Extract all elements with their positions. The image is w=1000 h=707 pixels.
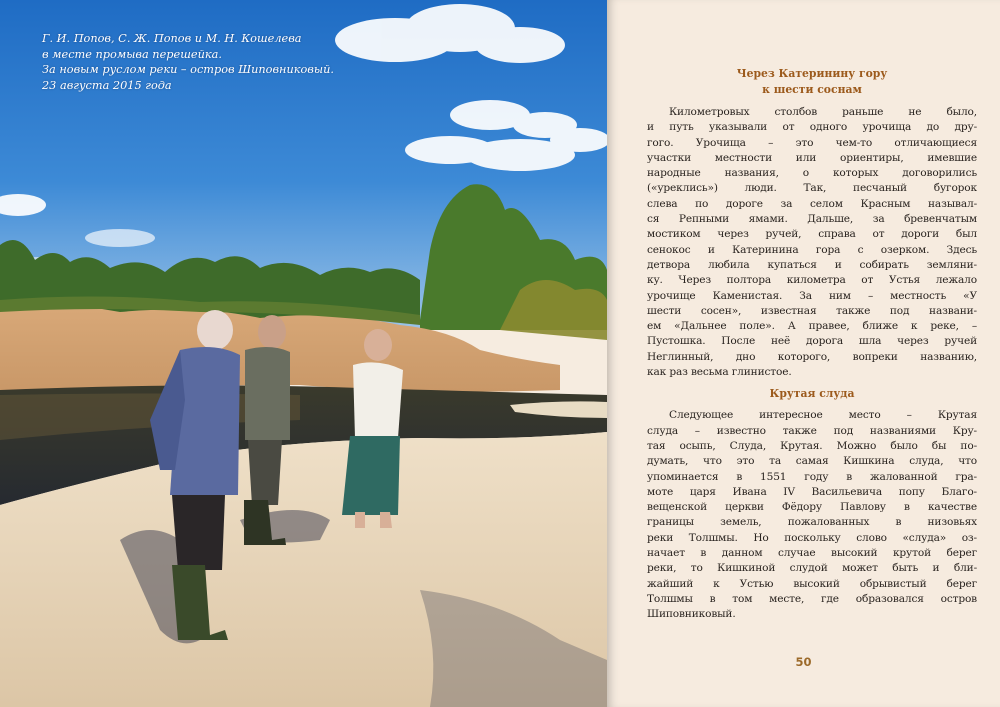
heading-line: Через Катеринину гору	[736, 67, 888, 80]
text-line: тая осыпь, Слуда, Крутая. Можно было бы по-	[647, 439, 977, 452]
section-heading-krutaya-sluda: Крутая слуда	[769, 387, 855, 401]
text-line: народные названия, о которых договорились	[647, 167, 977, 180]
text-line: Следующее интересное место – Крутая	[669, 409, 977, 422]
text-line: ем «Дальнее поле». А правее, ближе к реке, –	[647, 320, 977, 333]
text-line: моте царя Ивана IV Васильевича попу Благо-	[647, 485, 977, 498]
text-line: Километровых столбов раньше не было,	[669, 106, 977, 118]
text-line: мостиком через ручей, справа от дороги был	[647, 228, 977, 241]
heading-line: к шести соснам	[762, 83, 862, 96]
caption-line: Г. И. Попов, С. Ж. Попов и М. Н. Кошелева	[42, 32, 302, 45]
text-line: Пустошка. После неё дорога шла через ручей	[647, 335, 977, 348]
text-line: урочище Каменистая. За ним – местность «У	[647, 289, 977, 302]
text-line: участки местности или ориентиры, имевшие	[647, 151, 977, 164]
section-heading-kateriniina-gora	[647, 66, 977, 98]
text-line: Толшмы в том месте, где образовался остров	[647, 592, 977, 605]
text-line: упоминается в 1551 году в жалованной гра-	[647, 470, 977, 483]
text-line: границы земель, пожалованных в низовьях	[647, 516, 977, 529]
text-line: реки Толшмы. Но поскольку слово «слуда» оз-	[647, 531, 977, 544]
text-column	[647, 66, 977, 623]
text-line: реки, то Кишкиной слудой может быть и бли-	[647, 562, 977, 575]
paragraph-kilometer-posts	[647, 105, 977, 380]
caption-line: в месте промыва перешейка.	[42, 47, 222, 61]
text-line: сенокос и Катеринина гора с озерком. Здесь	[647, 243, 977, 256]
text-line: Неглинный, дно которого, вопреки названию,	[647, 350, 977, 363]
text-line: ку. Через полтора километра от Устья лежало	[647, 274, 977, 287]
paragraph-krutaya-sluda	[647, 408, 977, 622]
text-line: детвора любила купаться и собирать земляни-	[647, 258, 977, 271]
text-line: и путь указывали от одного урочища до дру-	[647, 121, 977, 134]
page-number: 50	[795, 655, 812, 669]
text-line: как раз весьма глинистое.	[647, 366, 792, 379]
text-line: гого. Урочища – это чем-то отличающиеся	[647, 136, 977, 149]
text-line: шести сосен», известная также под названи-	[647, 304, 977, 317]
text-line: («уреклись») люди. Так, песчаный бугорок	[647, 182, 977, 195]
text-line: вещенской церкви Фёдору Павлову в качестве	[647, 501, 977, 514]
photo-caption	[42, 31, 382, 93]
text-line: ся Репными ямами. Дальше, за бревенчатым	[647, 213, 977, 226]
text-line: Шиповниковый.	[647, 608, 736, 621]
text-line: слева по дороге за селом Красным называл-	[647, 197, 977, 210]
text-line: начает в данном случае высокий крутой берег	[647, 547, 977, 560]
text-line: жайший к Устью высокий обрывистый берег	[647, 577, 977, 590]
text-page	[607, 0, 1000, 707]
caption-line: За новым руслом реки – остров Шиповниковый.	[42, 63, 334, 77]
text-line: слуда – известно также под названиями Кру-	[647, 424, 977, 437]
text-line: думать, что это та самая Кишкина слуда, что	[647, 455, 977, 468]
caption-line: 23 августа 2015 года	[42, 78, 172, 92]
